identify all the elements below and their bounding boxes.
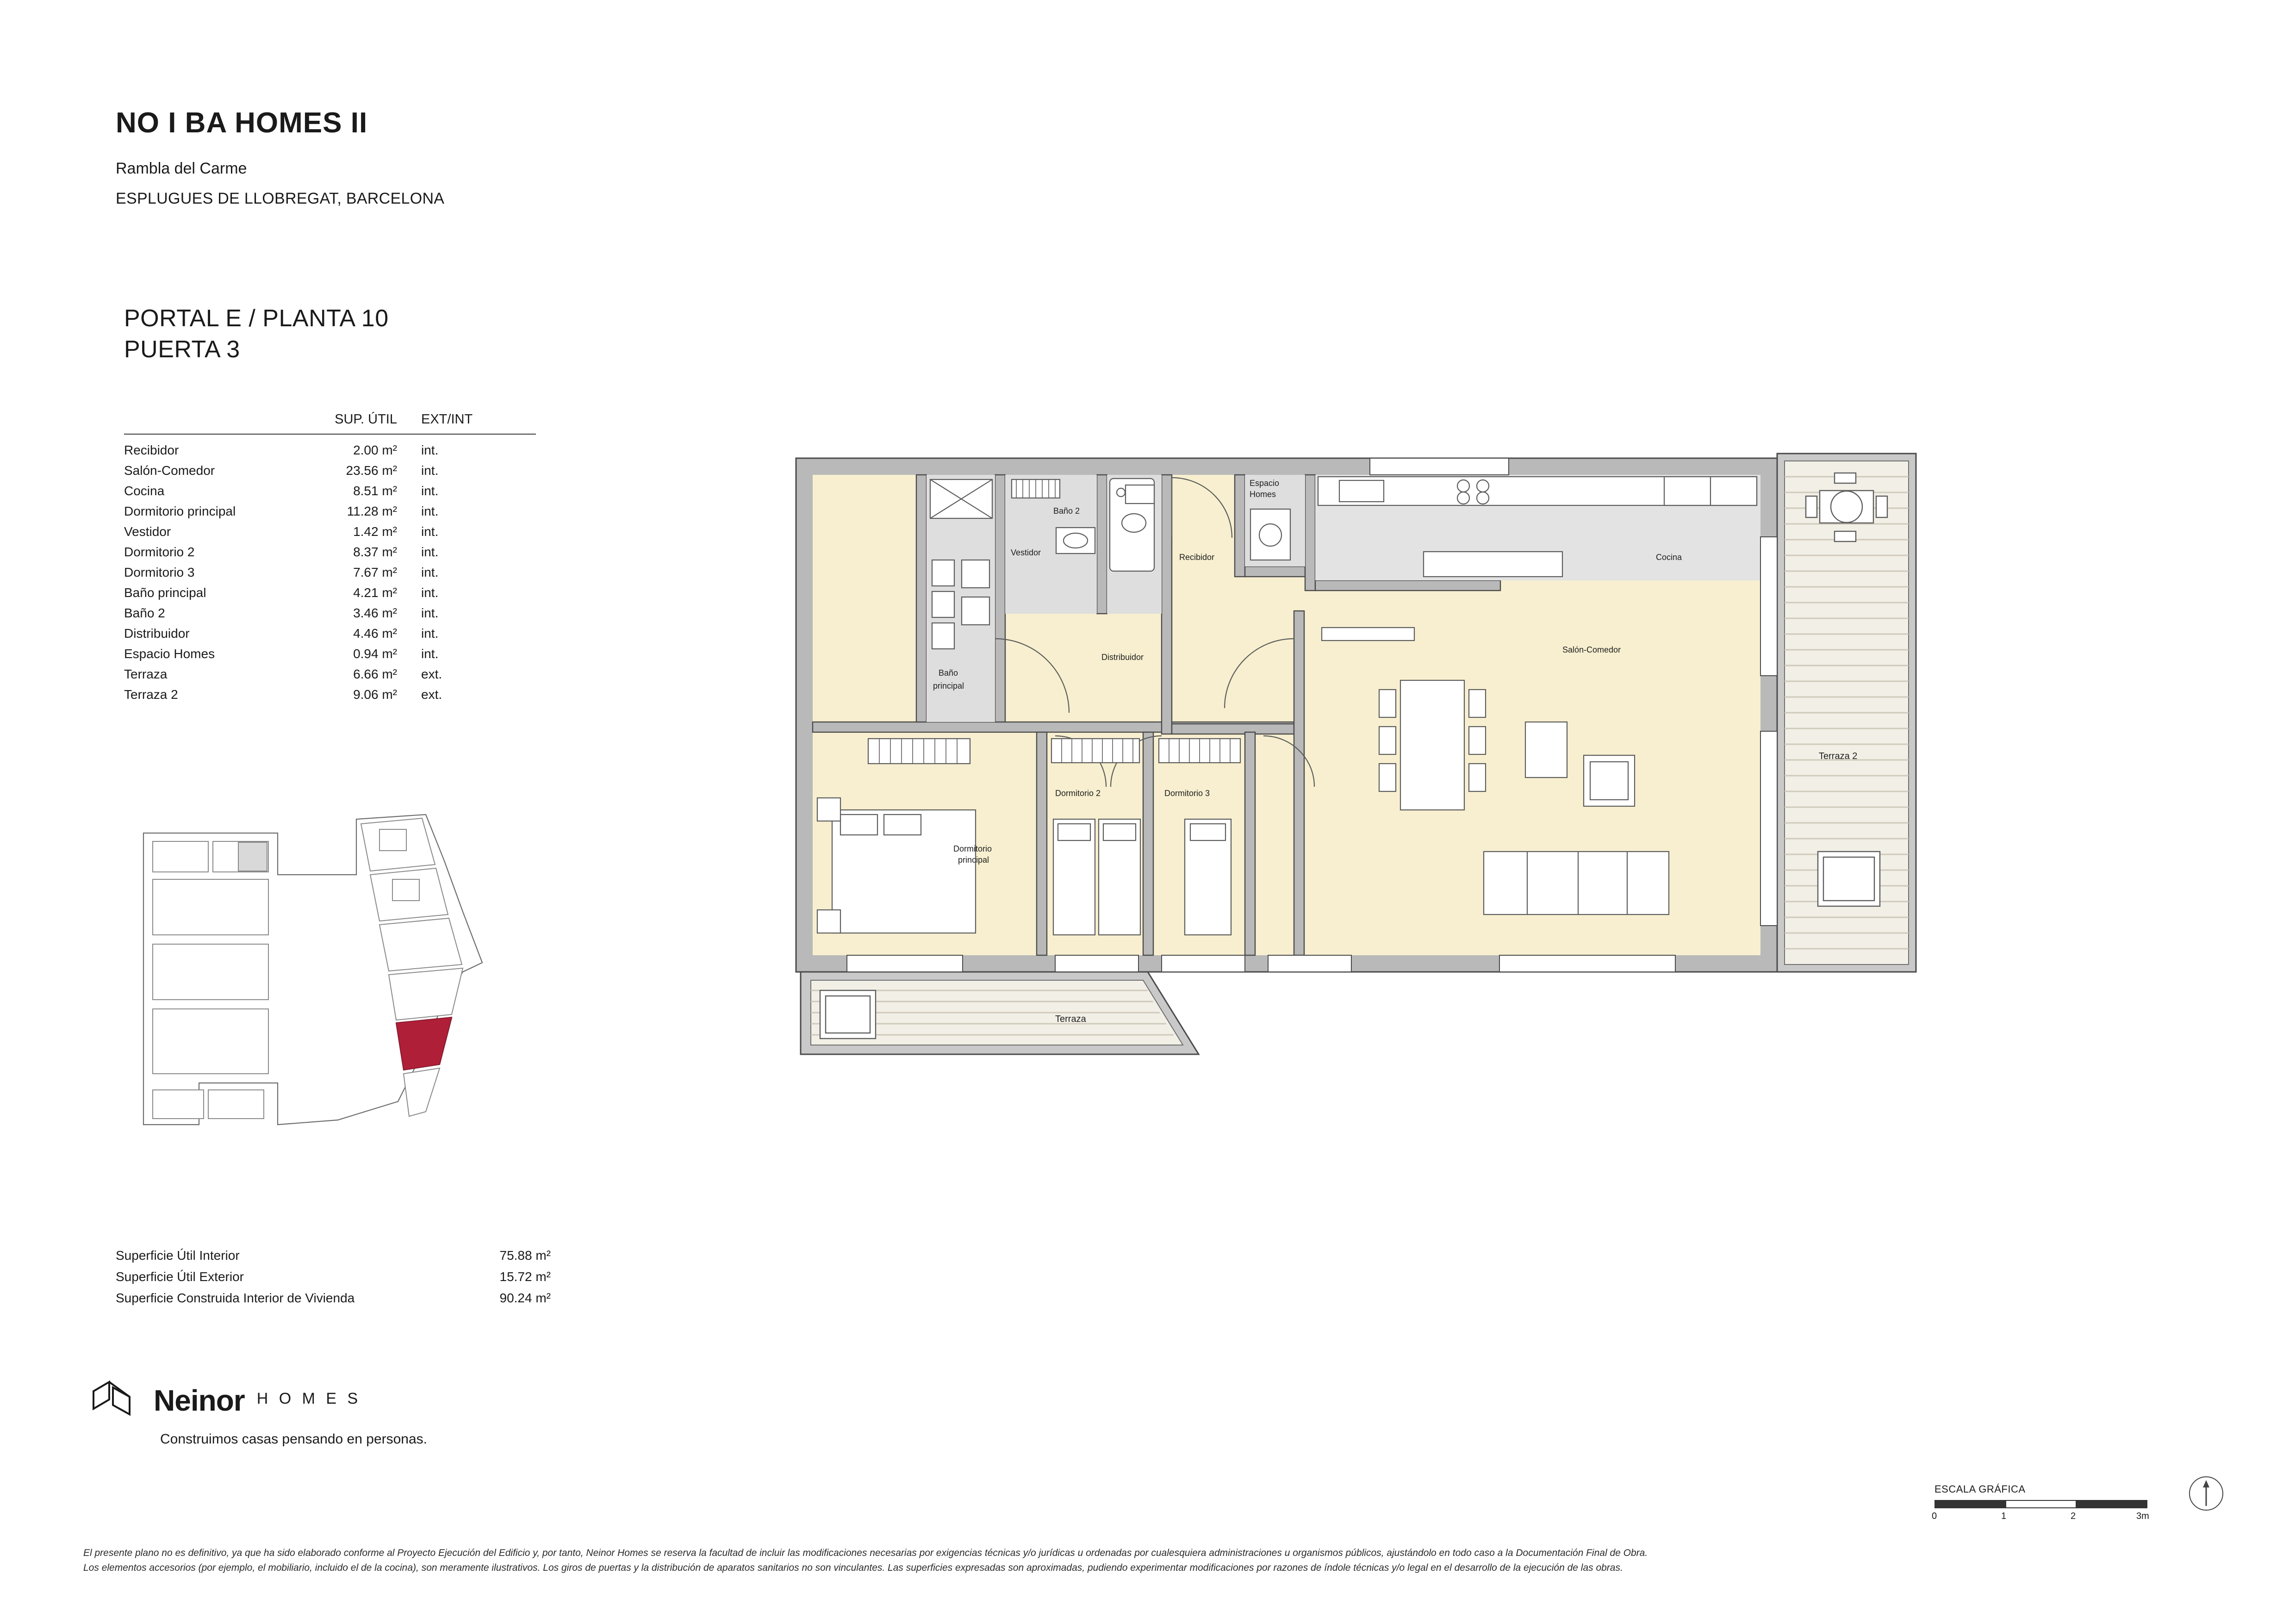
room-ext-int: int. xyxy=(421,606,439,620)
table-row xyxy=(124,522,541,542)
key-plan-highlight xyxy=(396,1017,452,1070)
scale-tick: 0 xyxy=(1932,1511,1937,1521)
totals-block xyxy=(116,1245,671,1309)
table-row xyxy=(124,603,541,623)
plan-label-dorm-principal-2: principal xyxy=(958,855,989,865)
scale-tick: 1 xyxy=(2001,1511,2007,1521)
brand-name: Neinor xyxy=(154,1383,245,1417)
north-indicator xyxy=(2189,1476,2223,1511)
scale-tick: 3m xyxy=(2136,1511,2149,1521)
areas-table-header xyxy=(124,412,541,434)
room-name: Distribuidor xyxy=(124,626,190,641)
page-title: NO I BA HOMES II xyxy=(116,107,368,139)
brand-tagline: Construimos casas pensando en personas. xyxy=(160,1431,428,1447)
table-row xyxy=(124,501,541,522)
table-row xyxy=(124,542,541,562)
areas-table-body xyxy=(124,435,541,705)
room-ext-int: int. xyxy=(421,504,439,518)
table-row xyxy=(124,623,541,644)
scale-tick: 2 xyxy=(2071,1511,2076,1521)
room-area: 1.42 m² xyxy=(353,524,397,539)
table-row xyxy=(124,440,541,460)
plan-label-vestidor: Vestidor xyxy=(1011,548,1041,557)
room-ext-int: int. xyxy=(421,565,439,579)
legal-disclaimer xyxy=(83,1546,2221,1575)
room-area: 4.46 m² xyxy=(353,626,397,641)
scale-title: ESCALA GRÁFICA xyxy=(1934,1483,2026,1495)
plan-label-recibidor: Recibidor xyxy=(1179,553,1215,562)
room-ext-int: ext. xyxy=(421,687,442,702)
room-area: 6.66 m² xyxy=(353,667,397,681)
total-row xyxy=(116,1245,671,1266)
room-ext-int: int. xyxy=(421,463,439,478)
project-info-block xyxy=(116,106,671,208)
project-city: ESPLUGUES DE LLOBREGAT, BARCELONA xyxy=(116,190,445,207)
total-value: 15.72 m² xyxy=(499,1269,551,1284)
plan-label-terraza: Terraza xyxy=(1055,1014,1086,1024)
room-ext-int: int. xyxy=(421,443,439,457)
areas-header-sup-util: SUP. ÚTIL xyxy=(335,412,397,427)
room-area: 11.28 m² xyxy=(347,504,397,518)
neinor-logo-icon xyxy=(91,1379,142,1421)
total-label: Superficie Útil Exterior xyxy=(116,1269,244,1284)
plan-label-dorm-principal-1: Dormitorio xyxy=(953,844,992,853)
room-name: Terraza xyxy=(124,667,168,681)
areas-header-ext-int: EXT/INT xyxy=(421,412,473,427)
room-name: Espacio Homes xyxy=(124,647,215,661)
room-name: Dormitorio 3 xyxy=(124,565,195,579)
plan-label-bano2: Baño 2 xyxy=(1053,506,1080,516)
plan-label-salon: Salón-Comedor xyxy=(1562,645,1621,654)
table-row xyxy=(124,644,541,664)
room-name: Recibidor xyxy=(124,443,179,457)
table-row xyxy=(124,481,541,501)
table-row xyxy=(124,460,541,481)
plan-label-bano-principal-1: Baño xyxy=(939,668,958,678)
plan-label-distribuidor: Distribuidor xyxy=(1101,653,1144,662)
unit-identifier xyxy=(124,303,389,365)
disclaimer-line-2: Los elementos accesorios (por ejemplo, el mobiliario, incluido el de la cocina), son meramente ilustrativos. Los giros de puertas y la distribución de aparatos sanitarios no son vinculantes. Las superficies expresadas son aproximadas, pudiendo experimentar modificaciones por razones de índole técnicas y/o legal en el desarrollo de la ejecución de las obras. xyxy=(83,1562,1623,1573)
room-ext-int: int. xyxy=(421,647,439,661)
plan-label-dormitorio3: Dormitorio 3 xyxy=(1164,789,1210,798)
room-ext-int: int. xyxy=(421,484,439,498)
plan-label-bano-principal-2: principal xyxy=(933,681,964,691)
floor-plan-drawing xyxy=(778,444,2221,1120)
total-value: 75.88 m² xyxy=(499,1248,551,1263)
brand-block xyxy=(91,1379,600,1447)
disclaimer-line-1: El presente plano no es definitivo, ya que ha sido elaborado conforme al Proyecto Ejecución del Edificio y, por tanto, Neinor Homes se reserva la facultad de incluir las modificaciones necesarias por exigencias técnicas y/o jurídicas u ordenadas por cualesquiera administraciones u organismos públicos, ajustándolo en todo caso a la Documentación Final de Obra. xyxy=(83,1548,1648,1558)
total-label: Superficie Construida Interior de Vivienda xyxy=(116,1291,355,1305)
room-ext-int: ext. xyxy=(421,667,442,681)
room-ext-int: int. xyxy=(421,585,439,600)
project-street: Rambla del Carme xyxy=(116,160,247,177)
room-name: Baño principal xyxy=(124,585,206,600)
total-value: 90.24 m² xyxy=(499,1291,551,1305)
table-row xyxy=(124,684,541,705)
unit-line-1: PORTAL E / PLANTA 10 xyxy=(124,305,389,332)
total-row xyxy=(116,1288,671,1309)
room-name: Dormitorio 2 xyxy=(124,545,195,559)
brand-suffix: H O M E S xyxy=(256,1390,361,1407)
plan-label-dormitorio2: Dormitorio 2 xyxy=(1055,789,1101,798)
areas-header-name xyxy=(124,412,277,427)
unit-line-2: PUERTA 3 xyxy=(124,336,240,363)
room-area: 3.46 m² xyxy=(353,606,397,620)
room-area: 4.21 m² xyxy=(353,585,397,600)
plan-label-espacio-homes-2: Homes xyxy=(1250,490,1276,499)
total-label: Superficie Útil Interior xyxy=(116,1248,240,1263)
table-row xyxy=(124,583,541,603)
table-row xyxy=(124,664,541,684)
room-name: Cocina xyxy=(124,484,165,498)
room-name: Vestidor xyxy=(124,524,171,539)
room-area: 2.00 m² xyxy=(353,443,397,457)
room-area: 9.06 m² xyxy=(353,687,397,702)
graphic-scale xyxy=(1925,1483,2184,1528)
plan-label-terraza2: Terraza 2 xyxy=(1819,751,1858,761)
room-name: Dormitorio principal xyxy=(124,504,236,518)
key-plan-diagram xyxy=(139,805,555,1139)
room-area: 23.56 m² xyxy=(346,463,397,478)
room-name: Salón-Comedor xyxy=(124,463,215,478)
plan-label-espacio-homes-1: Espacio xyxy=(1250,479,1280,488)
room-ext-int: int. xyxy=(421,626,439,641)
plan-label-cocina: Cocina xyxy=(1656,553,1682,562)
room-area: 8.51 m² xyxy=(353,484,397,498)
scale-bar xyxy=(1934,1500,2147,1508)
room-area: 0.94 m² xyxy=(353,647,397,661)
north-arrow-icon xyxy=(2201,1480,2211,1510)
room-name: Terraza 2 xyxy=(124,687,178,702)
total-row xyxy=(116,1266,671,1288)
room-area: 7.67 m² xyxy=(353,565,397,579)
room-ext-int: int. xyxy=(421,524,439,539)
room-ext-int: int. xyxy=(421,545,439,559)
areas-table xyxy=(124,412,541,705)
room-name: Baño 2 xyxy=(124,606,165,620)
room-area: 8.37 m² xyxy=(353,545,397,559)
table-row xyxy=(124,562,541,583)
